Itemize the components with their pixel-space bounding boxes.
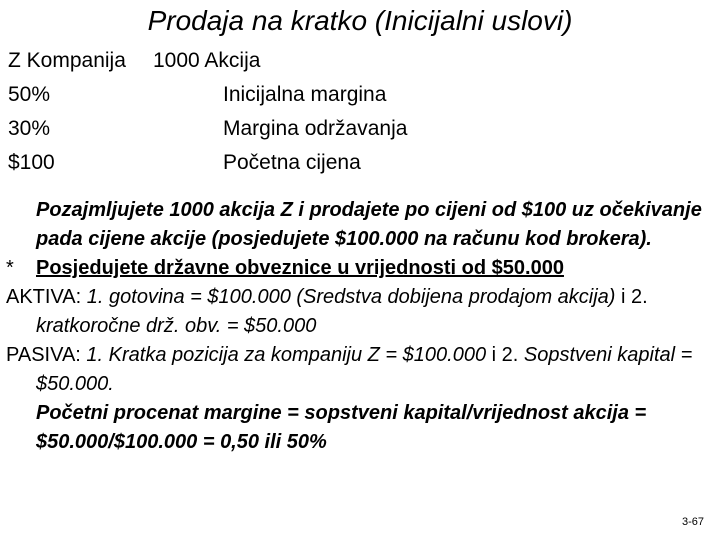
bullet-text: Posjedujete državne obveznice u vrijednosti od $50.000 xyxy=(36,257,564,279)
parameter-value: 30% xyxy=(8,117,51,140)
aktiva-text: 1. gotovina = $100.000 (Sredstva dobijena prodajom akcija) xyxy=(81,286,616,308)
parameter-value: $100 xyxy=(8,151,55,174)
aktiva-paragraph xyxy=(6,283,714,341)
margin-formula: Početni procenat margine = sopstveni kapital/vrijednost akcija = $50.000/$100.000 = 0,50 ili 50% xyxy=(36,402,647,453)
parameter-label: Inicijalna margina xyxy=(223,83,387,106)
bullet-paragraph xyxy=(6,254,714,283)
bullet-mark: * xyxy=(6,257,14,279)
parameter-value: 50% xyxy=(8,83,51,106)
aktiva-label: AKTIVA: xyxy=(6,286,82,308)
share-count: 1000 Akcija xyxy=(153,49,261,72)
aktiva-connector: i 2. xyxy=(615,286,648,308)
slide-title: Prodaja na kratko (Inicijalni uslovi) xyxy=(147,5,573,36)
slide-body xyxy=(6,196,714,457)
parameter-label: Margina održavanja xyxy=(223,117,408,140)
pasiva-connector: i 2. xyxy=(491,344,524,366)
page-number: 3-67 xyxy=(681,516,704,528)
intro-paragraph: Pozajmljujete 1000 akcija Z i prodajete po cijeni od $100 uz očekivanje pada cijene akcije (posjedujete $100.000 na računu kod brokera). xyxy=(36,199,702,250)
pasiva-text: 1. Kratka pozicija za kompaniju Z = $100.000 xyxy=(80,344,492,366)
company-name: Z Kompanija xyxy=(8,49,126,72)
aktiva-text-2: kratkoročne drž. obv. = $50.000 xyxy=(36,315,317,337)
pasiva-text-2: Sopstveni kapital = $50.000. xyxy=(36,344,693,395)
parameter-label: Početna cijena xyxy=(223,151,361,174)
pasiva-label: PASIVA: xyxy=(6,344,81,366)
pasiva-paragraph xyxy=(6,341,714,399)
